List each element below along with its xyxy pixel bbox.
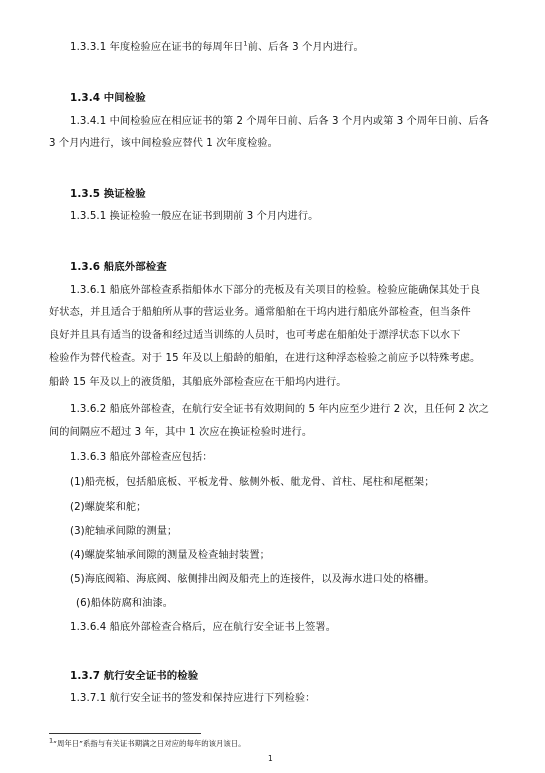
paragraph-1-3-6-4: 1.3.6.4 船底外部检查合格后，应在航行安全证书上签署。 xyxy=(70,622,337,633)
paragraph-1-3-6-1-line-3: 良好并且具有适当的设备和经过适当训练的人员时，也可考虑在船舶处于漂浮状态下以水下 xyxy=(49,330,461,341)
footnote-ref: 1 xyxy=(243,39,248,48)
heading-1-3-6: 1.3.6 船底外部检查 xyxy=(70,261,167,273)
list-item: (6)船体防腐和油漆。 xyxy=(76,598,174,609)
paragraph-1-3-6-3: 1.3.6.3 船底外部检查应包括： xyxy=(70,452,213,463)
heading-1-3-4: 1.3.4 中间检验 xyxy=(70,92,146,104)
heading-1-3-7: 1.3.7 航行安全证书的检验 xyxy=(70,670,199,682)
paragraph-1-3-7-1: 1.3.7.1 航行安全证书的签发和保持应进行下列检验： xyxy=(70,693,316,704)
paragraph-1-3-4-1-line-1: 1.3.4.1 中间检验应在相应证书的第 2 个周年日前、后各 3 个月内或第 3 个周年日前、后各 xyxy=(70,116,489,127)
paragraph-1-3-5-1: 1.3.5.1 换证检验一般应在证书到期前 3 个月内进行。 xyxy=(70,211,319,222)
paragraph-text: 1.3.3.1 年度检验应在证书的每周年日 xyxy=(70,42,244,53)
paragraph-1-3-6-1-line-2: 好状态，并且适合于船舶所从事的营运业务。通常船舶在干坞内进行船底外部检查，但当条件 xyxy=(49,307,471,318)
footnote-text: “周年日”系指与有关证书期满之日对应的每年的该月该日。 xyxy=(53,739,246,748)
list-item: (4)螺旋桨轴承间隙的测量及检查轴封装置； xyxy=(70,550,270,561)
paragraph-1-3-6-1-line-1: 1.3.6.1 船底外部检查系指船体水下部分的壳板及有关项目的检验。检验应能确保其处于良 xyxy=(70,285,481,296)
list-item: (2)螺旋桨和舵； xyxy=(70,502,147,513)
paragraph-1-3-4-1-line-2: 3 个月内进行，该中间检验应替代 1 次年度检验。 xyxy=(49,138,278,149)
list-item: (3)舵轴承间隙的测量； xyxy=(70,526,178,537)
paragraph-1-3-6-2-line-1: 1.3.6.2 船底外部检查，在航行安全证书有效期间的 5 年内应至少进行 2 次，且任何 2 次之 xyxy=(70,404,489,415)
paragraph-1-3-6-1-line-5: 船龄 15 年及以上的液货船，其船底外部检查应在干船坞内进行。 xyxy=(49,377,347,388)
footnote-divider xyxy=(49,733,201,734)
footnote xyxy=(49,736,246,749)
footnote-marker: 1 xyxy=(49,736,54,745)
page-number: 1 xyxy=(268,754,273,763)
paragraph-text: 前、后各 3 个月内进行。 xyxy=(247,42,364,53)
paragraph-1-3-6-1-line-4: 检验作为替代检查。对于 15 年及以上船龄的船舶，在进行这种浮态检验之前应予以特殊考虑。 xyxy=(49,353,481,364)
list-item: (1)船壳板，包括船底板、平板龙骨、舷侧外板、舭龙骨、首柱、尾柱和尾框架； xyxy=(70,477,435,488)
paragraph-1-3-3-1 xyxy=(70,41,364,55)
paragraph-1-3-6-2-line-2: 间的间隔应不超过 3 年，其中 1 次应在换证检验时进行。 xyxy=(49,427,313,438)
heading-1-3-5: 1.3.5 换证检验 xyxy=(70,188,146,200)
list-item: (5)海底阀箱、海底阀、舷侧排出阀及船壳上的连接件，以及海水进口处的格栅。 xyxy=(70,574,435,585)
